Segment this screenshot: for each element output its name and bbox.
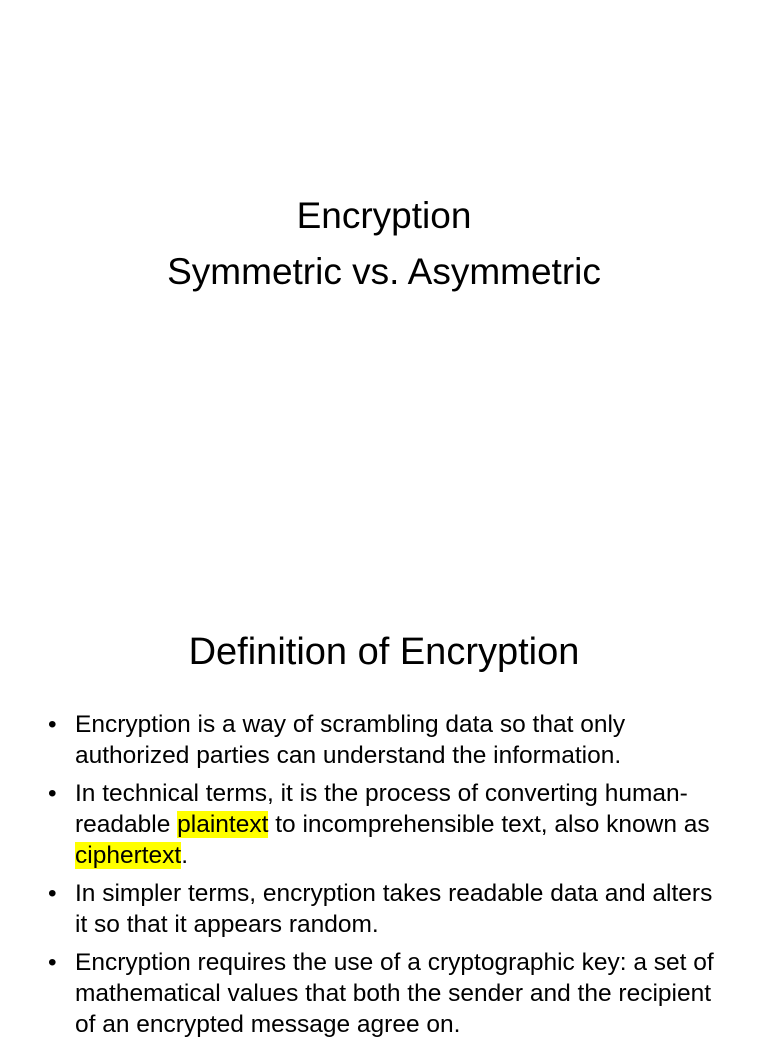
bullet-text: In simpler terms, encryption takes readable data and alters it so that it appears random. <box>75 880 713 938</box>
bullet-item <box>44 947 724 1040</box>
bullet-marker: • <box>48 780 57 807</box>
bullet-item <box>44 709 724 771</box>
bullet-text: Encryption requires the use of a cryptographic key: a set of mathematical values that both the sender and the recipient of an encrypted message agree on. <box>75 949 714 1038</box>
bullet-marker: • <box>48 711 57 738</box>
bullet-marker: • <box>48 949 57 976</box>
bullet-list <box>44 709 724 1047</box>
bullet-item <box>44 878 724 940</box>
title-line-2: Symmetric vs. Asymmetric <box>167 251 601 292</box>
definition-title: Definition of Encryption <box>188 631 580 673</box>
bullet-text-part: In technical terms, it is the process of converting human-readable <box>75 780 688 838</box>
bullet-text-part: . <box>181 842 189 869</box>
bullet-text-part: to incomprehensible text, also known as <box>268 811 710 838</box>
definition-slide <box>0 576 768 1038</box>
highlighted-term-ciphertext: ciphertext <box>75 842 182 869</box>
title-line-1: Encryption <box>296 195 472 236</box>
slide-title <box>0 188 768 300</box>
highlighted-term-plaintext: plaintext <box>177 811 269 838</box>
bullet-item <box>44 778 724 871</box>
bullet-text: Encryption is a way of scrambling data so that only authorized parties can understand the information. <box>75 711 626 769</box>
bullet-marker: • <box>48 880 57 907</box>
